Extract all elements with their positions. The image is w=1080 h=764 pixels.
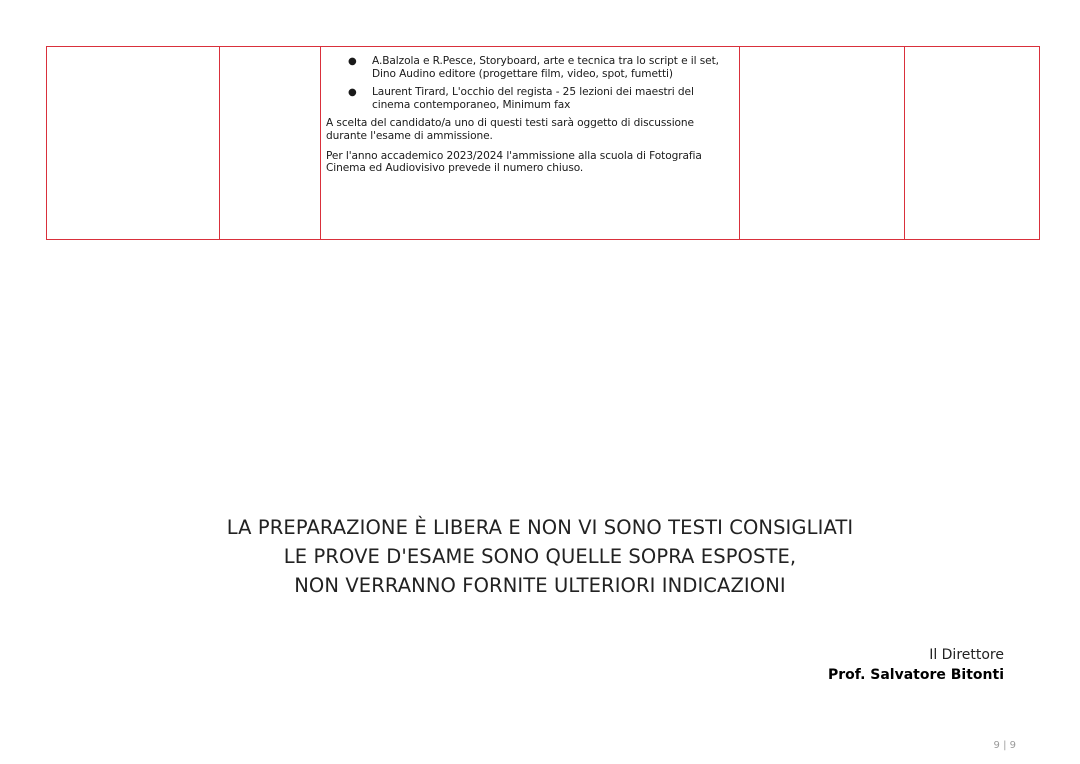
notice-line: LE PROVE D'ESAME SONO QUELLE SOPRA ESPOSTE, — [283, 545, 797, 568]
bibliography-list — [326, 55, 733, 111]
table-cell-empty-2 — [220, 47, 321, 240]
bibliography-item-text: A.Balzola e R.Pesce, Storyboard, arte e tecnica tra lo script e il set, Dino Audino editore (progettare film, video, spot, fumetti) — [372, 55, 719, 80]
table-cell-empty-4 — [740, 47, 905, 240]
table-cell-content — [321, 47, 740, 240]
preparation-notice — [0, 513, 1080, 600]
bibliography-item-text: Laurent Tirard, L'occhio del regista - 25 lezioni dei maestri del cinema contemporaneo, Minimum fax — [372, 86, 694, 111]
notice-line: LA PREPARAZIONE È LIBERA E NON VI SONO TESTI CONSIGLIATI — [226, 516, 854, 539]
signature-name: Prof. Salvatore Bitonti — [827, 667, 1004, 683]
admission-paragraph: Per l'anno accademico 2023/2024 l'ammissione alla scuola di Fotografia Cinema ed Audiovisivo prevede il numero chiuso. — [326, 149, 702, 175]
table-row — [47, 47, 1040, 240]
table-cell-empty-5 — [905, 47, 1040, 240]
page-number: 9 | 9 — [993, 740, 1016, 751]
signature-role: Il Direttore — [929, 647, 1004, 663]
signature-block — [828, 645, 1004, 685]
bullet-icon: ● — [348, 87, 357, 99]
list-item — [326, 55, 733, 80]
discussion-paragraph: A scelta del candidato/a uno di questi testi sarà oggetto di discussione durante l'esame di ammissione. — [326, 117, 694, 142]
table-cell-empty-1 — [47, 47, 220, 240]
curriculum-table — [46, 46, 1040, 240]
notice-line: NON VERRANNO FORNITE ULTERIORI INDICAZIONI — [294, 574, 786, 597]
list-item — [326, 86, 733, 111]
bullet-icon: ● — [348, 56, 357, 67]
